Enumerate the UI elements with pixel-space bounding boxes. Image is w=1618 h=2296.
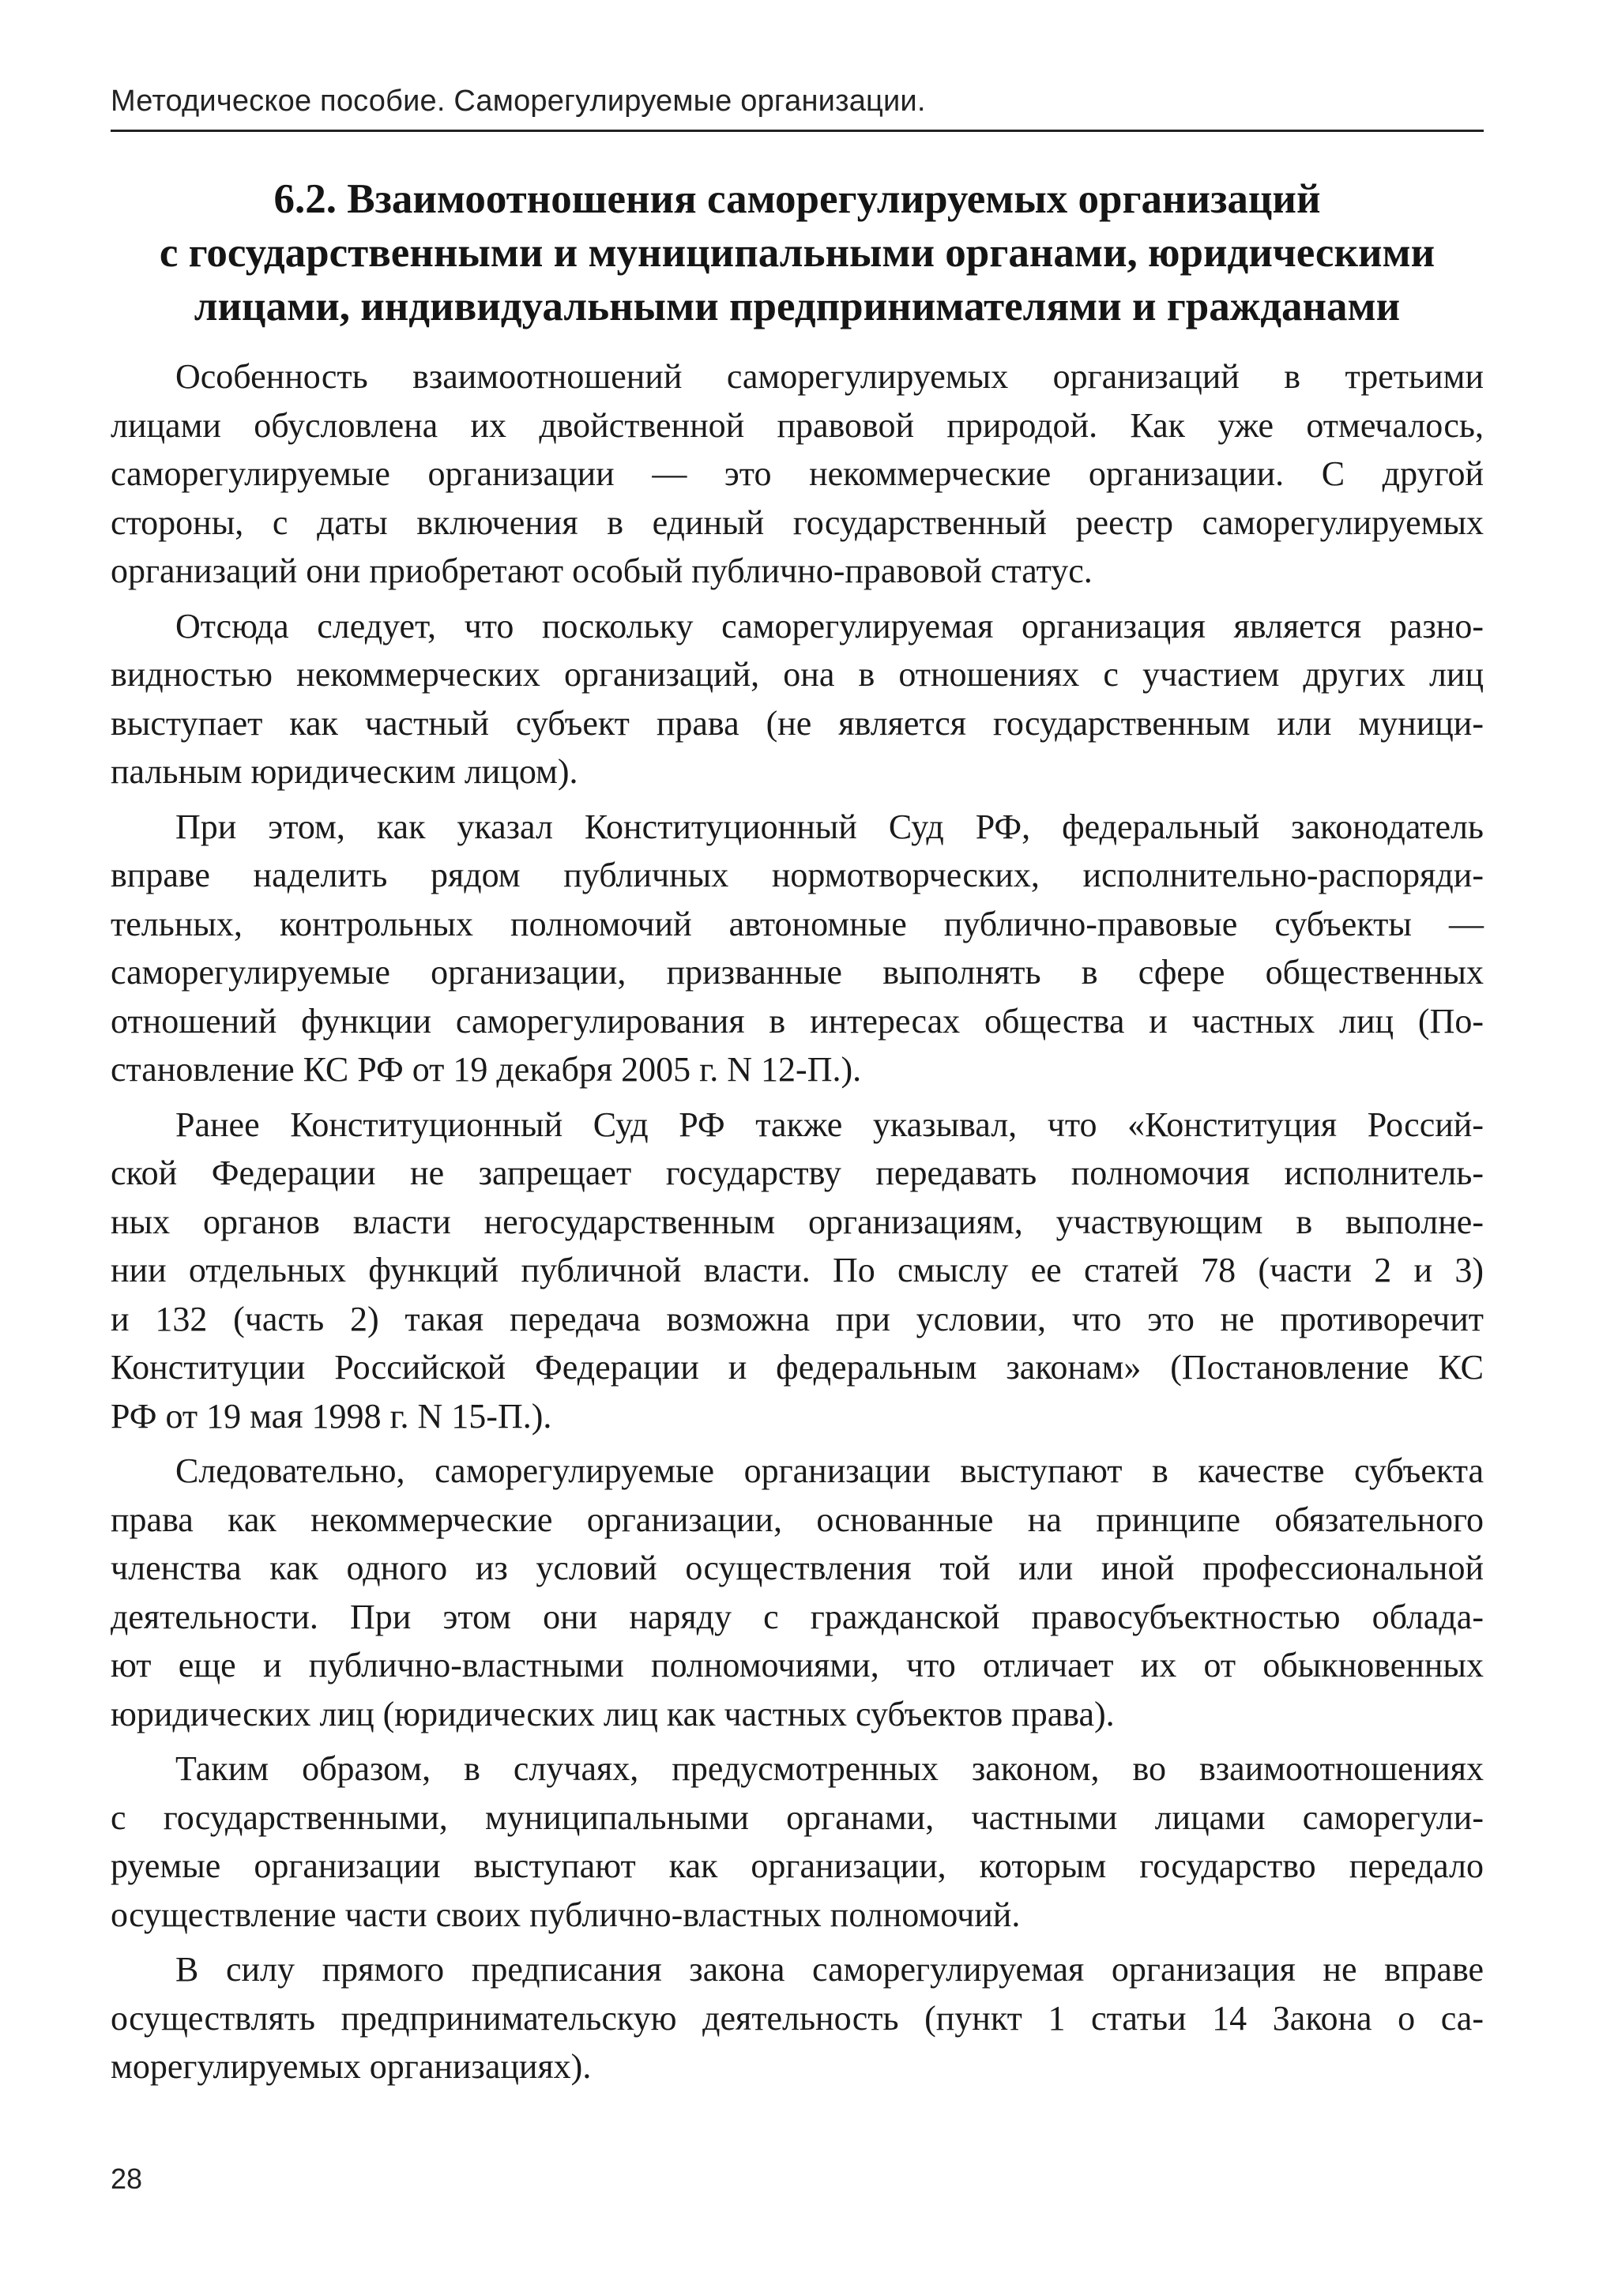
text-line: становление КС РФ от 19 декабря 2005 г. N 12-П.). [111,1050,862,1089]
text-line: саморегулируемые организации, призванные выполнять в сфере общественных [111,953,1484,992]
text-line: При этом, как указал Конституционный Суд РФ, федеральный законодатель [175,807,1484,846]
text-line: и 132 (часть 2) такая передача возможна при условии, что это не противоречит [111,1299,1484,1338]
text-line: морегулируемых организациях). [111,2047,592,2086]
page-number: 28 [111,2162,143,2195]
section-title-line: с государственными и муниципальными органами, юридическими [159,230,1436,276]
text-line: членства как одного из условий осуществления той или иной профессиональной [111,1549,1484,1587]
paragraph [111,803,1484,1094]
text-line: В силу прямого предписания закона саморегулируемая организация не вправе [175,1950,1484,1989]
paragraph [111,1447,1484,1738]
text-line: осуществлять предпринимательскую деятельность (пункт 1 статьи 14 Закона о са- [111,1998,1484,2038]
text-line: права как некоммерческие организации, основанные на принципе обязательного [111,1500,1484,1539]
running-header: Методическое пособие. Саморегулируемые организации. [111,85,926,118]
text-line: Следовательно, саморегулируемые организации выступают в качестве субъекта [175,1451,1484,1490]
paragraph [111,352,1484,596]
paragraph [111,1745,1484,1939]
text-line: Ранее Конституционный Суд РФ также указывал, что «Конституция Россий- [175,1105,1484,1144]
text-line: осуществление части своих публично-властных полномочий. [111,1895,1021,1934]
text-line: с государственными, муниципальными органами, частными лицами саморегули- [111,1797,1484,1837]
text-line: деятельности. При этом они наряду с гражданской правосубъектностью облада- [111,1597,1484,1636]
text-line: стороны, с даты включения в единый государственный реестр саморегулируемых [111,502,1484,542]
text-line: юридических лиц (юридических лиц как частных субъектов права). [111,1694,1115,1733]
text-line: РФ от 19 мая 1998 г. N 15-П.). [111,1396,552,1436]
text-line: ных органов власти негосударственным организациям, участвующим в выполне- [111,1202,1484,1241]
text-line: пальным юридическим лицом). [111,752,578,791]
text-line: видностью некоммерческих организаций, она в отношениях с участием других лиц [111,655,1484,694]
text-line: саморегулируемые организации — это некоммерческие организации. С другой [111,454,1484,493]
header-divider [111,130,1484,132]
text-line: вправе наделить рядом публичных нормотворческих, исполнительно-распоряди- [111,856,1484,894]
section-title-line: лицами, индивидуальными предпринимателями и гражданами [194,284,1401,329]
body-text [111,352,1484,2098]
text-line: руемые организации выступают как организации, которым государство передало [111,1846,1484,1885]
paragraph [111,602,1484,796]
text-line: ской Федерации не запрещает государству передавать полномочия исполнитель- [111,1154,1484,1192]
section-title [111,172,1484,333]
text-line: Таким образом, в случаях, предусмотренных законом, во взаимоотношениях [175,1749,1484,1788]
paragraph [111,1101,1484,1441]
text-line: Отсюда следует, что поскольку саморегулируемая организация является разно- [175,606,1484,646]
text-line: ют еще и публично-властными полномочиями, что отличает их от обыкновенных [111,1646,1484,1684]
text-line: Конституции Российской Федерации и федеральным законам» (Постановление КС [111,1348,1484,1387]
text-line: лицами обусловлена их двойственной правовой природой. Как уже отмечалось, [111,405,1484,445]
text-line: нии отдельных функций публичной власти. По смыслу ее статей 78 (части 2 и 3) [111,1251,1484,1289]
text-line: Особенность взаимоотношений саморегулируемых организаций в третьими [175,357,1484,396]
text-line: отношений функции саморегулирования в интересах общества и частных лиц (По- [111,1001,1484,1041]
text-line: организаций они приобретают особый публично-правовой статус. [111,551,1093,590]
text-line: выступает как частный субъект права (не является государственным или муници- [111,703,1484,743]
paragraph [111,1945,1484,2091]
text-line: тельных, контрольных полномочий автономные публично-правовые субъекты — [111,904,1484,943]
section-title-line: 6.2. Взаимоотношения саморегулируемых организаций [273,176,1321,222]
